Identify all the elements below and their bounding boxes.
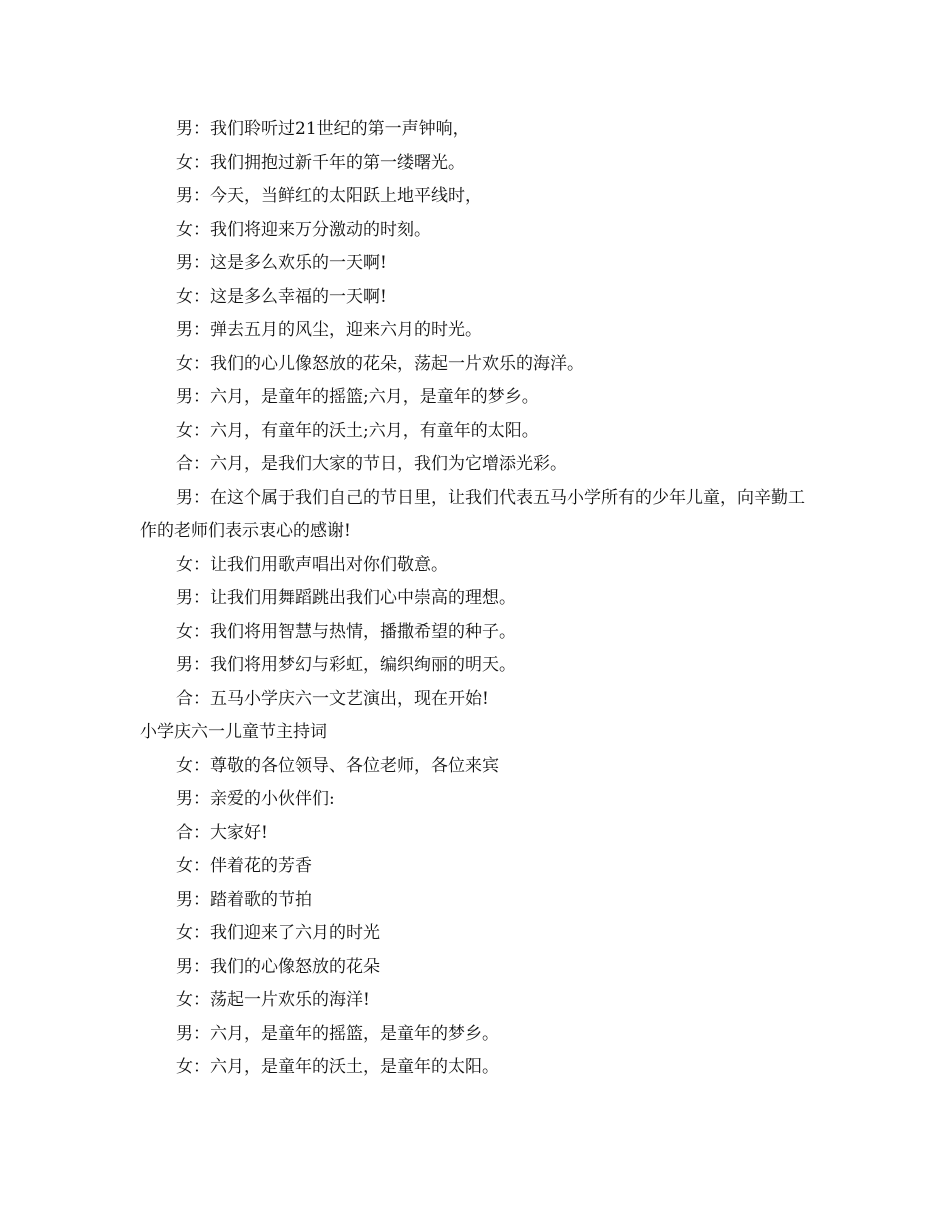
dialogue-line: 女：我们迎来了六月的时光 xyxy=(176,923,380,943)
dialogue-line: 女：尊敬的各位领导、各位老师，各位来宾 xyxy=(176,755,499,776)
dialogue-line: 合：六月，是我们大家的节日，我们为它增添光彩。 xyxy=(176,454,567,474)
document-body xyxy=(140,113,820,1085)
dialogue-line: 女：我们将用智慧与热情，播撒希望的种子。 xyxy=(176,621,516,642)
dialogue-line: 合：五马小学庆六一文艺演出，现在开始! xyxy=(176,688,489,709)
dialogue-line: 女：六月，是童年的沃土，是童年的太阳。 xyxy=(176,1057,499,1077)
dialogue-line: 男：六月，是童年的摇篮，是童年的梦乡。 xyxy=(176,1023,499,1044)
dialogue-line: 男：我们的心像怒放的花朵 xyxy=(176,956,380,977)
dialogue-line: 女：我们将迎来万分激动的时刻。 xyxy=(176,219,431,240)
dialogue-line: 合：大家好! xyxy=(176,822,268,843)
dialogue-line: 男：我们将用梦幻与彩虹，编织绚丽的明天。 xyxy=(176,655,516,675)
dialogue-line: 男：让我们用舞蹈跳出我们心中崇高的理想。 xyxy=(176,588,516,608)
section-heading: 小学庆六一儿童节主持词 xyxy=(140,722,327,742)
dialogue-line: 男：我们聆听过21世纪的第一声钟响， xyxy=(176,119,470,139)
dialogue-line: 女：荡起一片欢乐的海洋! xyxy=(176,990,370,1010)
dialogue-line: 女：我们拥抱过新千年的第一缕曙光。 xyxy=(176,152,465,173)
dialogue-paragraph: 男：在这个属于我们自己的节日里，让我们代表五马小学所有的少年儿童，向辛勤工作的老师们表示衷心的感谢! xyxy=(140,487,805,541)
dialogue-line: 男：这是多么欢乐的一天啊! xyxy=(176,253,387,273)
dialogue-line: 男：今天，当鲜红的太阳跃上地平线时， xyxy=(176,186,482,206)
dialogue-line: 女：让我们用歌声唱出对你们敬意。 xyxy=(176,554,448,575)
dialogue-line: 男：踏着歌的节拍 xyxy=(176,889,312,910)
dialogue-line: 女：伴着花的芳香 xyxy=(176,856,312,876)
dialogue-line: 男：亲爱的小伙伴们: xyxy=(176,789,335,809)
dialogue-line: 女：六月，有童年的沃土;六月，有童年的太阳。 xyxy=(176,420,539,441)
dialogue-line: 男：六月，是童年的摇篮;六月，是童年的梦乡。 xyxy=(176,387,539,407)
dialogue-line: 男：弹去五月的风尘，迎来六月的时光。 xyxy=(176,320,482,340)
dialogue-line: 女：我们的心儿像怒放的花朵，荡起一片欢乐的海洋。 xyxy=(176,353,584,374)
dialogue-line: 女：这是多么幸福的一天啊! xyxy=(176,286,387,307)
